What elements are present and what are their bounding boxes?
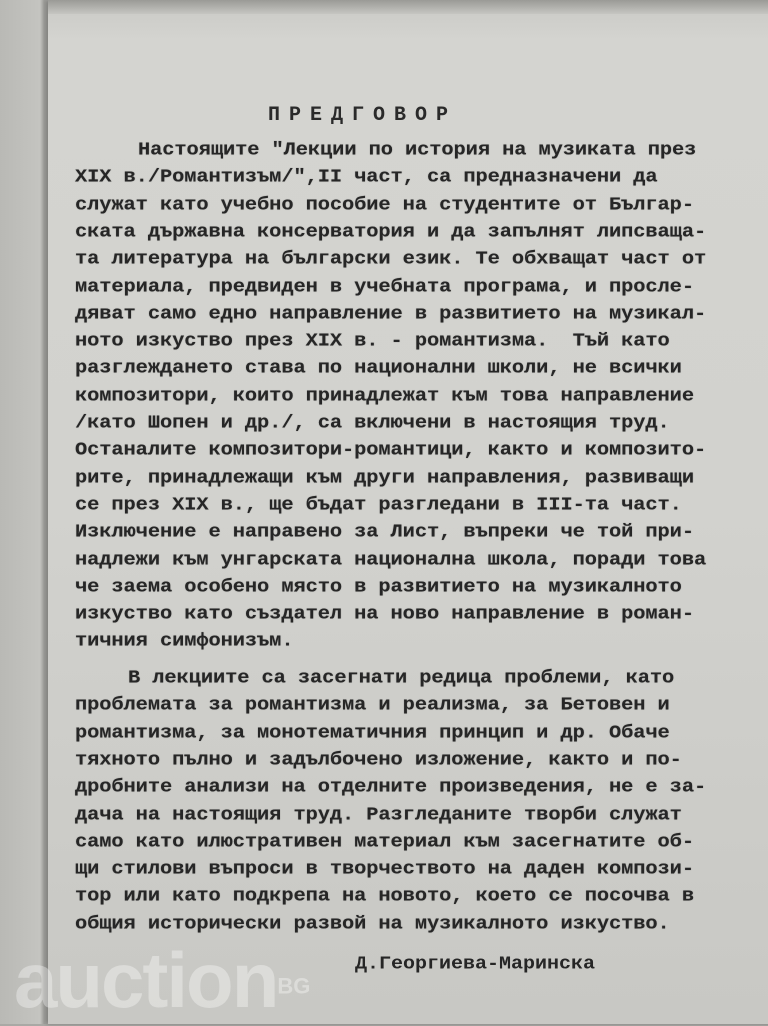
text-line: проблемата за романтизма и реализма, за Бетовен и — [75, 695, 670, 717]
text-line: общия исторически развой на музикалното изкуство. — [75, 913, 670, 935]
author-signature: Д.Георгиева-Маринска — [355, 953, 596, 976]
text-line: ното изкуство през XIX в. - романтизма. Тъй като — [75, 331, 670, 353]
text-line: рите, принадлежащи към други направления, развиващи — [75, 467, 694, 489]
text-line: материала, предвиден в учебната програма, и просле- — [75, 276, 694, 298]
text-line: романтизма, за монотематичния принцип и др. Обаче — [75, 722, 670, 744]
text-line: /като Шопен и др./, са включени в настоящия труд. — [75, 413, 670, 435]
text-line: Останалите композитори-романтици, както и композито- — [75, 440, 707, 462]
text-line: дача на настоящия труд. Разгледаните творби служат — [75, 804, 682, 826]
page-top-edge — [48, 0, 768, 14]
text-line: Изключение е направено за Лист, въпреки че той при- — [75, 522, 694, 544]
page-title: ПРЕДГОВОР — [268, 104, 458, 127]
text-line: изкуство като създател на ново направление в роман- — [75, 604, 694, 626]
text-line: ската държавна консерватория и да запълнят липсваща- — [75, 221, 707, 244]
text-line: тяхното пълно и задълбочено изложение, както и по- — [75, 749, 682, 772]
text-line: се през XIX в., ще бъдат разгледани в III-та част. — [75, 494, 682, 517]
text-line: щи стилови въпроси в творчеството на даден компози- — [75, 859, 694, 881]
text-line: че заема особено място в развитието на музикалното — [75, 576, 682, 598]
text-line: разглеждането става по национални школи, не всички — [75, 358, 682, 380]
text-line: XIX в./Романтизъм/",II част, са предназначени да — [75, 167, 658, 189]
text-line: В лекциите са засегнати редица проблеми, като — [128, 668, 675, 690]
text-line: само като илюстративен материал към засегнатите об- — [75, 831, 694, 853]
watermark-suffix: BG — [277, 973, 311, 999]
text-line: композитори, които принадлежат към това направление — [75, 385, 694, 407]
watermark-text: auction — [14, 936, 278, 1024]
text-line: тичния симфонизъм. — [75, 631, 294, 653]
text-line: Настоящите "Лекции по история на музиката през — [138, 140, 697, 162]
text-line: надлежи към унгарската национална школа, поради това — [75, 549, 707, 571]
auction-watermark — [14, 935, 310, 1026]
text-line: тор или като подкрепа на новото, което се посочва в — [75, 886, 694, 908]
text-line: служат като учебно пособие на студентите от Българ- — [75, 194, 694, 216]
text-line: та литература на български език. Те обхващат част от — [75, 249, 707, 271]
text-line: дяват само едно направление в развитието на музикал- — [75, 303, 707, 325]
text-line: дробните анализи на отделните произведения, не е за- — [75, 777, 707, 799]
